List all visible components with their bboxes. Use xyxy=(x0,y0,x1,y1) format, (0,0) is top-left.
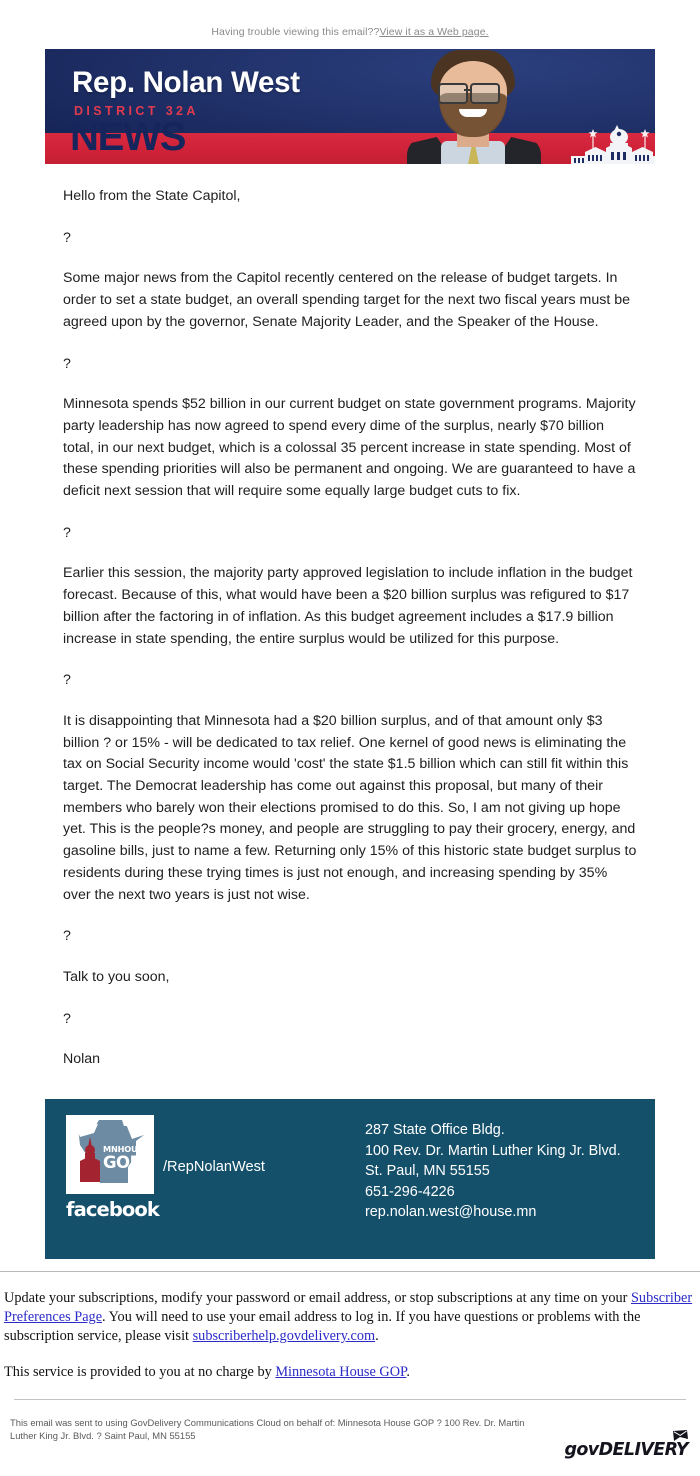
preheader xyxy=(0,0,700,49)
body-paragraph: Some major news from the Capitol recently centered on the release of budget targets. In order to set a state budget, an overall spending target for the next two fiscal years must be agreed upon by the governor, Senate Majority Leader, and the Speaker of the House. xyxy=(63,270,631,330)
facebook-handle[interactable]: /RepNolanWest xyxy=(163,1159,265,1176)
service-provider-paragraph xyxy=(4,1363,696,1382)
body-paragraph: ? xyxy=(63,355,71,372)
address-line: 287 State Office Bldg. xyxy=(365,1122,505,1139)
email-body xyxy=(45,164,655,1099)
body-signature: Nolan xyxy=(63,1051,101,1068)
govdelivery-logo-prefix: gov xyxy=(564,1440,599,1461)
facebook-wordmark: facebook xyxy=(66,1198,159,1222)
envelope-icon xyxy=(673,1427,688,1447)
body-paragraph: ? xyxy=(63,672,71,689)
subscription-text-a: Update your subscriptions, modify your password or email address, or stop subscriptions at any time on your xyxy=(4,1290,631,1307)
minnesota-house-gop-link[interactable]: Minnesota House GOP xyxy=(275,1364,407,1381)
portrait-glasses-bridge xyxy=(464,89,470,91)
banner-news-label: NEWS xyxy=(70,115,186,159)
subscription-text-b: . You will need to use your email address to log in. If you have questions or problems with the subscription service, please visit xyxy=(4,1309,641,1345)
contact-address xyxy=(365,1120,621,1223)
mn-house-gop-logo xyxy=(66,1115,154,1194)
address-line: 100 Rev. Dr. Martin Luther King Jr. Blvd. xyxy=(365,1142,621,1159)
body-paragraph: ? xyxy=(63,1010,71,1027)
email-container xyxy=(45,49,655,1259)
svg-text:MNHOUSE: MNHOUSE xyxy=(103,1144,149,1155)
body-paragraph: Earlier this session, the majority party approved legislation to include inflation in the budget forecast. Because of this, what would have been a $20 billion surplus was refigured to $17 billion after the factoring in of inflation. As this budget agreement includes a $17.9 billion increase in state spending, the entire surplus would be utilized for this purpose. xyxy=(63,565,633,647)
body-signoff: Talk to you soon, xyxy=(63,968,170,985)
svg-text:GOP: GOP xyxy=(103,1153,142,1173)
portrait-smile xyxy=(459,109,487,117)
representative-portrait xyxy=(397,49,549,164)
body-paragraph: Minnesota spends $52 billion in our current budget on state government programs. Majority party leadership has now agreed to spend every dime of the surplus, nearly $70 billion total, in our next budget, which is a colossal 35 percent increase in state spending. Most of these spending priorities will also be permanent and ongoing. We are guaranteed to have a deficit next session that will require some equally large budget cuts to fix. xyxy=(63,396,636,500)
portrait-glasses-right xyxy=(470,83,500,104)
subscription-text-c: . xyxy=(375,1328,379,1345)
facebook-block[interactable] xyxy=(66,1115,159,1222)
govdelivery-bar xyxy=(0,1400,700,1476)
subscriber-preferences-link[interactable]: Subscriber Preferences Page xyxy=(4,1290,693,1326)
subscription-paragraph xyxy=(4,1289,696,1346)
address-line: St. Paul, MN 55155 xyxy=(365,1163,490,1180)
capitol-icon xyxy=(565,123,655,164)
govdelivery-logo-suffix: DELIVERY xyxy=(598,1440,688,1461)
banner-title: Rep. Nolan West xyxy=(72,66,300,99)
govdelivery-notice: This email was sent to using GovDelivery Communications Cloud on behalf of: Minnesota House GOP ? 100 Rev. Dr. Martin Luther King Jr. Blvd. ? Saint Paul, MN 55155 xyxy=(10,1417,525,1442)
govdelivery-logo xyxy=(564,1440,688,1460)
email-address[interactable]: rep.nolan.west@house.mn xyxy=(365,1204,537,1221)
service-text-b: . xyxy=(406,1364,410,1381)
body-paragraph: ? xyxy=(63,229,71,246)
subscriber-help-link[interactable]: subscriberhelp.govdelivery.com xyxy=(192,1328,376,1345)
banner-district: DISTRICT 32A xyxy=(74,104,199,118)
subscription-footer xyxy=(0,1272,700,1382)
email-banner xyxy=(45,49,655,164)
body-paragraph: ? xyxy=(63,928,71,945)
portrait-glasses-left xyxy=(438,83,468,104)
preheader-text: Having trouble viewing this email?? xyxy=(211,26,380,38)
body-paragraph: It is disappointing that Minnesota had a $20 billion surplus, and of that amount only $3 billion ? or 15% - will be dedicated to tax relief. One kernel of good news is eliminating the tax on Social Security income would 'cost' the state $1.5 billion which can still fit within this target. The Democrat leadership has come out against this proposal, but many of their members who barely won their elections promised to do this. So, I am not giving up hope yet. This is the people?s money, and people are struggling to pay their grocery, energy, and gasoline bills, just to name a few. Returning only 15% of this historic state budget surplus to residents during these trying times is just not enough, and increasing spending by 35% over the next two years is just not wise. xyxy=(63,712,637,903)
body-paragraph: ? xyxy=(63,524,71,541)
email-footer xyxy=(45,1099,655,1259)
view-web-page-link[interactable]: View it as a Web page. xyxy=(379,26,489,38)
phone-number: 651-296-4226 xyxy=(365,1183,455,1200)
service-text-a: This service is provided to you at no charge by xyxy=(4,1364,276,1381)
body-paragraph: Hello from the State Capitol, xyxy=(63,188,241,204)
